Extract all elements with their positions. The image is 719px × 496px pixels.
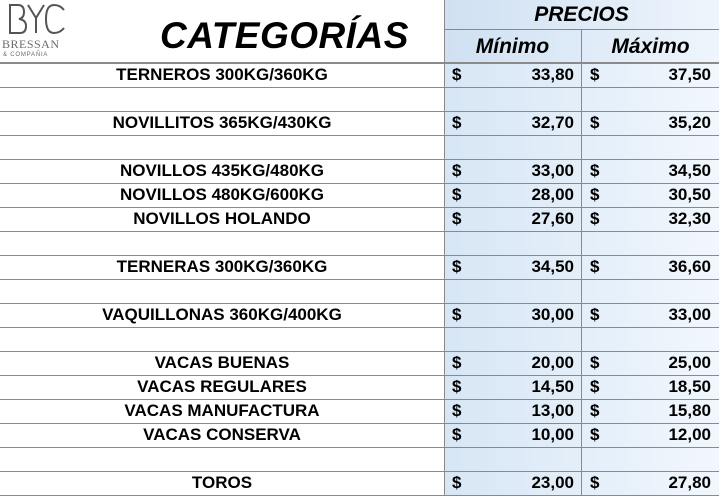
table-row <box>0 111 719 135</box>
max-price: 37,50 <box>668 65 711 84</box>
max-price: 15,80 <box>668 401 711 420</box>
category-cell: VAQUILLONAS 360KG/400KG <box>0 303 444 327</box>
category-cell: NOVILLITOS 365KG/430KG <box>0 111 444 135</box>
category-cell <box>0 87 444 111</box>
table-row <box>0 375 719 399</box>
table-row <box>0 255 719 279</box>
table-row <box>0 423 719 447</box>
table-row <box>0 447 719 471</box>
min-price: 32,70 <box>531 113 574 132</box>
table-row <box>0 87 719 111</box>
currency-sign-max: $ <box>590 305 600 324</box>
min-price: 10,00 <box>531 425 574 444</box>
category-cell: TOROS <box>0 471 444 495</box>
row-divider <box>0 135 719 136</box>
currency-sign-max: $ <box>590 353 600 372</box>
header-divider <box>0 62 719 63</box>
row-divider <box>0 159 719 160</box>
max-price: 36,60 <box>668 257 711 276</box>
logo-subtitle: & COMPAÑIA <box>3 52 49 58</box>
category-cell <box>0 327 444 351</box>
min-price: 30,00 <box>531 305 574 324</box>
row-divider <box>0 375 719 376</box>
row-divider <box>0 399 719 400</box>
row-divider <box>0 207 719 208</box>
row-divider <box>0 279 719 280</box>
prices-header: PRECIOS <box>534 3 629 26</box>
category-cell: VACAS BUENAS <box>0 351 444 375</box>
row-divider <box>0 447 719 448</box>
currency-sign-min: $ <box>452 401 462 420</box>
row-divider <box>0 351 719 352</box>
currency-sign-max: $ <box>590 377 600 396</box>
min-price: 27,60 <box>531 209 574 228</box>
max-column-header: Máximo <box>611 35 690 58</box>
currency-sign-min: $ <box>452 425 462 444</box>
category-cell <box>0 231 444 255</box>
table-row <box>0 351 719 375</box>
category-cell: NOVILLOS HOLANDO <box>0 207 444 231</box>
table-row <box>0 327 719 351</box>
category-cell: VACAS REGULARES <box>0 375 444 399</box>
currency-sign-min: $ <box>452 65 462 84</box>
row-divider <box>0 423 719 424</box>
max-price: 27,80 <box>668 473 711 492</box>
table-row <box>0 135 719 159</box>
currency-sign-max: $ <box>590 65 600 84</box>
row-divider <box>0 327 719 328</box>
currency-sign-max: $ <box>590 185 600 204</box>
category-cell: VACAS CONSERVA <box>0 423 444 447</box>
max-price: 34,50 <box>668 161 711 180</box>
table-row <box>0 399 719 423</box>
currency-sign-min: $ <box>452 257 462 276</box>
category-cell: TERNERAS 300KG/360KG <box>0 255 444 279</box>
currency-sign-max: $ <box>590 401 600 420</box>
table-row <box>0 231 719 255</box>
category-cell: NOVILLOS 435KG/480KG <box>0 159 444 183</box>
row-divider <box>0 111 719 112</box>
category-cell: VACAS MANUFACTURA <box>0 399 444 423</box>
min-price: 33,00 <box>531 161 574 180</box>
currency-sign-max: $ <box>590 113 600 132</box>
category-cell <box>0 279 444 303</box>
table-row <box>0 471 719 495</box>
table-row <box>0 159 719 183</box>
category-column-divider <box>444 0 445 495</box>
min-column-header: Mínimo <box>475 35 550 58</box>
table-row <box>0 183 719 207</box>
min-price: 28,00 <box>531 185 574 204</box>
max-price: 33,00 <box>668 305 711 324</box>
row-divider <box>0 63 719 64</box>
max-price: 32,30 <box>668 209 711 228</box>
category-cell <box>0 447 444 471</box>
currency-sign-min: $ <box>452 377 462 396</box>
min-max-divider <box>581 30 582 495</box>
currency-sign-min: $ <box>452 185 462 204</box>
row-divider <box>0 87 719 88</box>
currency-sign-min: $ <box>452 161 462 180</box>
row-divider <box>0 231 719 232</box>
currency-sign-max: $ <box>590 161 600 180</box>
currency-sign-min: $ <box>452 305 462 324</box>
company-logo <box>0 0 72 61</box>
max-price: 25,00 <box>668 353 711 372</box>
category-cell: TERNEROS 300KG/360KG <box>0 63 444 87</box>
min-price: 14,50 <box>531 377 574 396</box>
max-price: 35,20 <box>668 113 711 132</box>
min-price: 20,00 <box>531 353 574 372</box>
sheet-header <box>0 0 719 63</box>
max-price: 30,50 <box>668 185 711 204</box>
min-price: 13,00 <box>531 401 574 420</box>
table-row <box>0 63 719 87</box>
max-price: 12,00 <box>668 425 711 444</box>
row-divider <box>0 471 719 472</box>
categories-title: CATEGORÍAS <box>160 15 409 56</box>
currency-sign-max: $ <box>590 257 600 276</box>
currency-sign-min: $ <box>452 473 462 492</box>
max-price: 18,50 <box>668 377 711 396</box>
currency-sign-max: $ <box>590 209 600 228</box>
min-price: 34,50 <box>531 257 574 276</box>
logo-name: BRESSAN <box>2 37 60 51</box>
currency-sign-min: $ <box>452 113 462 132</box>
row-divider <box>0 303 719 304</box>
min-price: 23,00 <box>531 473 574 492</box>
table-row <box>0 303 719 327</box>
row-divider <box>0 255 719 256</box>
currency-sign-max: $ <box>590 425 600 444</box>
min-price: 33,80 <box>531 65 574 84</box>
table-row <box>0 207 719 231</box>
currency-sign-min: $ <box>452 209 462 228</box>
byc-logo-mark <box>6 2 68 36</box>
category-cell: NOVILLOS 480KG/600KG <box>0 183 444 207</box>
table-row <box>0 279 719 303</box>
row-divider <box>0 183 719 184</box>
currency-sign-max: $ <box>590 473 600 492</box>
currency-sign-min: $ <box>452 353 462 372</box>
category-cell <box>0 135 444 159</box>
